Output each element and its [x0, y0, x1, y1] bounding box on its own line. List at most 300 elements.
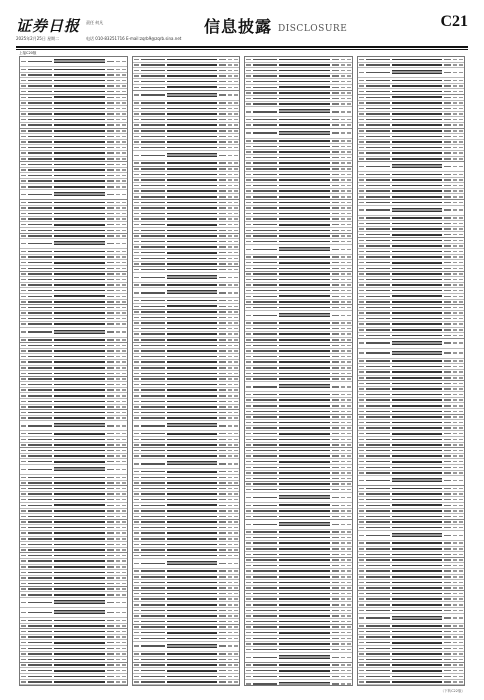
table-cell: [279, 682, 330, 686]
table-cell: [459, 631, 463, 633]
table-cell: [21, 516, 26, 518]
table-cell: [347, 119, 351, 121]
table-cell: [453, 377, 457, 379]
table-cell: [444, 499, 451, 501]
table-cell: [167, 70, 218, 72]
table-cell: [444, 455, 451, 457]
table-cell: [459, 335, 463, 337]
table-cell: [134, 645, 139, 647]
table-cell: [279, 98, 330, 100]
table-cell: [28, 588, 52, 590]
table-cell: [444, 268, 451, 270]
table-cell: [459, 664, 463, 666]
table-cell: [279, 378, 330, 380]
table-cell: [134, 638, 139, 640]
table-cell: [107, 147, 114, 149]
table-cell: [253, 157, 277, 159]
table-cell: [332, 179, 339, 181]
table-cell: [392, 499, 443, 501]
table-cell: [246, 70, 251, 72]
table-cell: [253, 510, 277, 512]
table-cell: [253, 213, 277, 215]
table-cell: [279, 295, 330, 297]
table-cell: [21, 273, 26, 275]
table-cell: [141, 681, 165, 683]
table-cell: [347, 296, 351, 298]
table-cell: [167, 124, 218, 126]
table-cell: [234, 582, 238, 584]
table-cell: [134, 252, 139, 254]
table-cell: [359, 273, 364, 275]
table-cell: [459, 342, 463, 344]
table-cell: [347, 582, 351, 584]
table-cell: [332, 307, 339, 309]
table-cell: [347, 81, 351, 83]
table-cell: [116, 147, 120, 149]
table-cell: [253, 174, 277, 176]
table-cell: [234, 510, 238, 512]
table-cell: [444, 439, 451, 441]
table-cell: [21, 312, 26, 314]
table-cell: [459, 130, 463, 132]
table-cell: [392, 223, 443, 225]
table-cell: [167, 499, 218, 501]
table-cell: [219, 444, 226, 446]
table-cell: [366, 312, 390, 314]
table-cell: [444, 307, 451, 309]
table-cell: [359, 642, 364, 644]
table-cell: [366, 383, 390, 385]
table-cell: [219, 367, 226, 369]
table-cell: [459, 228, 463, 230]
table-cell: [279, 196, 330, 198]
table-cell: [28, 636, 52, 638]
table-cell: [228, 130, 232, 132]
table-cell: [453, 510, 457, 512]
table-cell: [453, 499, 457, 501]
table-cell: [141, 263, 165, 265]
table-cell: [359, 312, 364, 314]
table-cell: [359, 427, 364, 429]
table-row: [133, 421, 240, 431]
table-cell: [141, 471, 165, 473]
table-cell: [141, 361, 165, 363]
table-cell: [21, 141, 26, 143]
table-cell: [359, 499, 364, 501]
table-cell: [341, 657, 345, 659]
table-cell: [359, 268, 364, 270]
table-cell: [366, 158, 390, 160]
table-cell: [453, 394, 457, 396]
table-cell: [453, 587, 457, 589]
table-cell: [122, 532, 126, 534]
table-cell: [444, 296, 451, 298]
table-cell: [392, 636, 443, 638]
table-cell: [444, 279, 451, 281]
table-cell: [253, 224, 277, 226]
table-cell: [116, 670, 120, 672]
table-cell: [253, 632, 277, 634]
table-cell: [444, 64, 451, 66]
table-cell: [234, 147, 238, 149]
table-cell: [122, 218, 126, 220]
table-cell: [54, 113, 105, 115]
table-cell: [392, 521, 443, 523]
table-cell: [141, 444, 165, 446]
table-cell: [219, 311, 226, 313]
table-cell: [107, 499, 114, 501]
table-cell: [253, 664, 277, 666]
table-cell: [366, 152, 390, 154]
table-cell: [332, 356, 339, 358]
table-cell: [234, 218, 238, 220]
table-cell: [253, 657, 277, 659]
table-cell: [444, 352, 451, 354]
table-cell: [219, 230, 226, 232]
table-cell: [228, 417, 232, 419]
table-cell: [459, 439, 463, 441]
table-cell: [459, 202, 463, 204]
table-cell: [167, 615, 218, 617]
table-cell: [134, 549, 139, 551]
table-cell: [392, 113, 443, 115]
table-cell: [453, 256, 457, 258]
table-cell: [107, 224, 114, 226]
table-cell: [341, 157, 345, 159]
table-cell: [122, 80, 126, 82]
table-cell: [28, 367, 52, 369]
table-cell: [234, 59, 238, 61]
table-cell: [219, 241, 226, 243]
table-cell: [253, 140, 277, 142]
table-cell: [122, 455, 126, 457]
table-cell: [366, 559, 390, 561]
table-cell: [116, 461, 120, 463]
table-cell: [219, 587, 226, 589]
table-cell: [54, 594, 105, 596]
table-cell: [141, 417, 165, 419]
table-cell: [347, 273, 351, 275]
table-cell: [134, 378, 139, 380]
table-cell: [122, 124, 126, 126]
table-cell: [459, 480, 463, 482]
table-cell: [392, 455, 443, 457]
table-cell: [246, 378, 251, 380]
table-cell: [246, 168, 251, 170]
table-cell: [107, 612, 114, 614]
table-cell: [228, 621, 232, 623]
table-cell: [459, 371, 463, 373]
table-cell: [141, 676, 165, 678]
table-cell: [366, 234, 390, 236]
table-cell: [141, 218, 165, 220]
table-cell: [459, 422, 463, 424]
table-cell: [219, 258, 226, 260]
table-cell: [253, 249, 277, 251]
table-cell: [141, 246, 165, 248]
table-cell: [332, 657, 339, 659]
table-cell: [459, 593, 463, 595]
table-cell: [332, 467, 339, 469]
table-cell: [246, 505, 251, 507]
table-cell: [332, 565, 339, 567]
table-cell: [116, 588, 120, 590]
table-cell: [246, 444, 251, 446]
table-cell: [453, 670, 457, 672]
table-cell: [347, 559, 351, 561]
table-cell: [246, 146, 251, 148]
table-cell: [141, 621, 165, 623]
table-cell: [253, 256, 277, 258]
table-cell: [347, 87, 351, 89]
table-cell: [279, 427, 330, 429]
table-cell: [54, 577, 105, 579]
table-cell: [141, 113, 165, 115]
table-cell: [341, 356, 345, 358]
table-cell: [347, 455, 351, 457]
table-cell: [347, 411, 351, 413]
table-cell: [167, 317, 218, 319]
table-cell: [246, 75, 251, 77]
table-cell: [332, 510, 339, 512]
table-cell: [347, 103, 351, 105]
table-cell: [54, 224, 105, 226]
table-cell: [347, 386, 351, 388]
table-cell: [347, 249, 351, 251]
table-cell: [167, 311, 218, 313]
table-cell: [134, 81, 139, 83]
table-cell: [228, 632, 232, 634]
table-cell: [219, 563, 226, 565]
table-cell: [54, 636, 105, 638]
table-cell: [134, 544, 139, 546]
table-cell: [122, 180, 126, 182]
table-cell: [347, 162, 351, 164]
table-cell: [359, 179, 364, 181]
table-cell: [279, 570, 330, 572]
table-cell: [116, 636, 120, 638]
table-cell: [366, 510, 390, 512]
table-cell: [279, 103, 330, 105]
table-cell: [167, 477, 218, 479]
table-cell: [253, 378, 277, 380]
table-cell: [253, 683, 277, 685]
table-cell: [341, 444, 345, 446]
table-cell: [228, 439, 232, 441]
table-cell: [21, 243, 26, 245]
table-cell: [28, 130, 52, 132]
table-cell: [107, 412, 114, 414]
table-cell: [459, 366, 463, 368]
table-cell: [167, 412, 218, 414]
table-cell: [228, 521, 232, 523]
table-cell: [246, 361, 251, 363]
table-cell: [246, 559, 251, 561]
table-cell: [359, 113, 364, 115]
table-cell: [228, 241, 232, 243]
table-cell: [253, 168, 277, 170]
table-cell: [341, 296, 345, 298]
table-cell: [246, 162, 251, 164]
table-cell: [107, 469, 114, 471]
table-cell: [234, 241, 238, 243]
table-cell: [28, 61, 52, 63]
table-cell: [332, 450, 339, 452]
table-cell: [347, 174, 351, 176]
table-cell: [246, 670, 251, 672]
table-cell: [134, 527, 139, 529]
table-cell: [246, 638, 251, 640]
table-cell: [228, 406, 232, 408]
table-cell: [141, 378, 165, 380]
table-cell: [332, 196, 339, 198]
table-cell: [107, 648, 114, 650]
table-cell: [459, 64, 463, 66]
table-cell: [134, 670, 139, 672]
table-cell: [359, 439, 364, 441]
table-cell: [28, 625, 52, 627]
table-cell: [332, 576, 339, 578]
table-cell: [219, 425, 226, 427]
table-cell: [392, 394, 443, 396]
table-cell: [253, 570, 277, 572]
table-cell: [167, 141, 218, 143]
table-cell: [116, 527, 120, 529]
table-cell: [21, 186, 26, 188]
table-cell: [116, 256, 120, 258]
table-cell: [246, 81, 251, 83]
table-cell: [219, 263, 226, 265]
table-cell: [279, 64, 330, 66]
table-cell: [107, 670, 114, 672]
table-cell: [347, 604, 351, 606]
table-cell: [341, 103, 345, 105]
table-cell: [167, 493, 218, 495]
table-cell: [28, 74, 52, 76]
table-cell: [107, 566, 114, 568]
table-cell: [341, 168, 345, 170]
table-cell: [246, 461, 251, 463]
table-cell: [21, 85, 26, 87]
table-cell: [141, 527, 165, 529]
table-cell: [392, 631, 443, 633]
table-cell: [444, 108, 451, 110]
table-cell: [167, 406, 218, 408]
table-cell: [341, 455, 345, 457]
table-cell: [359, 565, 364, 567]
table-cell: [453, 80, 457, 82]
table-cell: [453, 411, 457, 413]
table-cell: [134, 141, 139, 143]
table-cell: [341, 422, 345, 424]
table-cell: [167, 162, 218, 164]
table-cell: [28, 85, 52, 87]
table-cell: [141, 439, 165, 441]
table-cell: [347, 554, 351, 556]
table-cell: [366, 411, 390, 413]
table-cell: [347, 168, 351, 170]
table-cell: [107, 625, 114, 627]
table-cell: [246, 683, 251, 685]
table-cell: [28, 417, 52, 419]
table-cell: [453, 405, 457, 407]
table-cell: [228, 317, 232, 319]
table-cell: [54, 192, 105, 197]
table-cell: [359, 570, 364, 572]
table-cell: [134, 306, 139, 308]
table-cell: [116, 412, 120, 414]
table-cell: [453, 209, 457, 211]
table-cell: [228, 179, 232, 181]
table-cell: [359, 119, 364, 121]
table-cell: [359, 284, 364, 286]
table-cell: [359, 582, 364, 584]
table-cell: [234, 196, 238, 198]
table-cell: [134, 258, 139, 260]
table-cell: [459, 59, 463, 61]
table-cell: [167, 626, 218, 628]
table-cell: [392, 290, 443, 292]
table-cell: [453, 521, 457, 523]
table-cell: [219, 621, 226, 623]
table-cell: [359, 548, 364, 550]
table-cell: [234, 373, 238, 375]
table-cell: [28, 461, 52, 463]
table-cell: [332, 427, 339, 429]
table-cell: [444, 217, 451, 219]
table-cell: [122, 401, 126, 403]
table-cell: [141, 389, 165, 391]
table-cell: [107, 350, 114, 352]
table-cell: [366, 461, 390, 463]
table-cell: [28, 510, 52, 512]
table-cell: [228, 230, 232, 232]
table-cell: [392, 399, 443, 401]
table-cell: [54, 406, 105, 408]
table-cell: [246, 489, 251, 491]
table-cell: [107, 69, 114, 71]
table-cell: [122, 102, 126, 104]
table-cell: [21, 612, 26, 614]
table-cell: [279, 185, 330, 187]
table-cell: [341, 433, 345, 435]
table-cell: [459, 377, 463, 379]
table-cell: [234, 670, 238, 672]
table-cell: [366, 467, 390, 469]
table-cell: [279, 279, 330, 281]
table-cell: [134, 604, 139, 606]
table-cell: [134, 102, 139, 104]
table-cell: [167, 108, 218, 110]
table-cell: [253, 262, 277, 264]
table-cell: [228, 147, 232, 149]
table-row: [245, 493, 352, 503]
table-cell: [332, 411, 339, 413]
table-cell: [116, 583, 120, 585]
table-cell: [332, 542, 339, 544]
table-cell: [234, 455, 238, 457]
table-cell: [253, 279, 277, 281]
table-cell: [444, 405, 451, 407]
table-cell: [341, 249, 345, 251]
table-cell: [234, 81, 238, 83]
table-cell: [359, 59, 364, 61]
table-cell: [253, 548, 277, 550]
table-cell: [122, 256, 126, 258]
table-cell: [359, 610, 364, 612]
table-cell: [459, 273, 463, 275]
table-cell: [54, 510, 105, 512]
